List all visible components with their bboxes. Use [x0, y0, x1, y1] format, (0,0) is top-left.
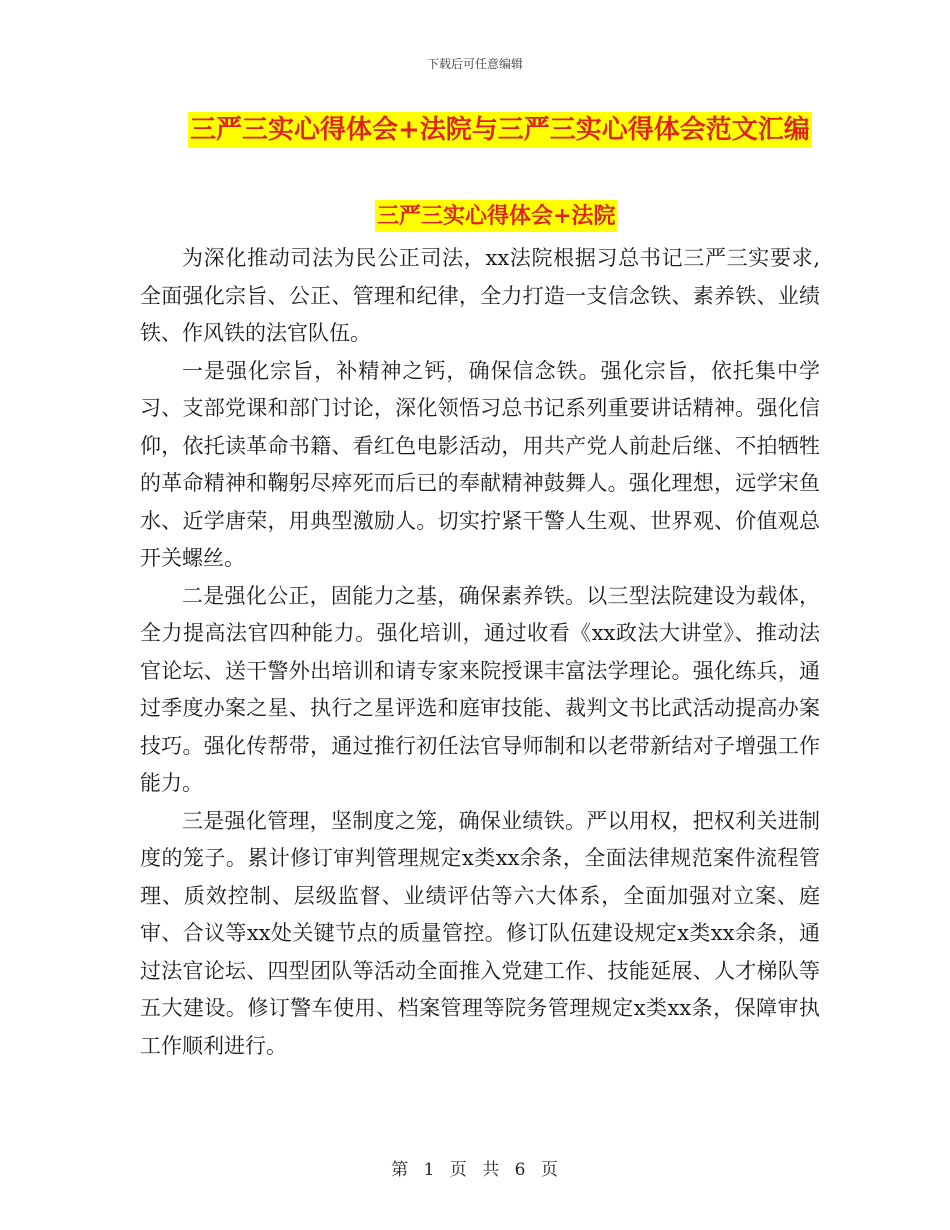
document-body	[140, 240, 820, 1065]
total-unit: 页	[540, 1160, 559, 1180]
header-note: 下载后可任意编辑	[426, 57, 523, 71]
total-label: 共	[482, 1160, 501, 1180]
paragraph-point-2: 二是强化公正，固能力之基，确保素养铁。以三型法院建设为载体，全力提高法官四种能力。强化培训，通过收看《xx政法大讲堂》、推动法官论坛、送干警外出培训和请专家来院授课丰富法学理论。强化练兵，通过季度办案之星、执行之星评选和庭审技能、裁判文书比武活动提高办案技巧。强化传帮带，通过推行初任法官导师制和以老带新结对子增强工作能力。	[140, 583, 820, 795]
document-title: 三严三实心得体会+法院与三严三实心得体会范文汇编	[188, 112, 812, 148]
paragraph-point-1: 一是强化宗旨，补精神之钙，确保信念铁。强化宗旨，依托集中学习、支部党课和部门讨论，深化领悟习总书记系列重要讲话精神。强化信仰，依托读革命书籍、看红色电影活动，用共产党人前赴后继、不拍牺牲的革命精神和鞠躬尽瘁死而后已的奉献精神鼓舞人。强化理想，远学宋鱼水、近学唐荣，用典型激励人。切实拧紧干警人生观、世界观、价值观总开关螺丝。	[140, 358, 820, 570]
paragraph-point-3: 三是强化管理，坚制度之笼，确保业绩铁。严以用权，把权利关进制度的笼子。累计修订审判管理规定x类xx余条，全面法律规范案件流程管理、质效控制、层级监督、业绩评估等六大体系，全面加强对立案、庭审、合议等xx处关键节点的质量管控。修订队伍建设规定x类xx余条，通过法官论坛、四型团队等活动全面推入党建工作、技能延展、人才梯队等五大建设。修订警车使用、档案管理等院务管理规定x类xx条，保障审执工作顺利进行。	[140, 808, 820, 1058]
paragraph-intro: 为深化推动司法为民公正司法，xx法院根据习总书记三严三实要求,全面强化宗旨、公正、管理和纪律，全力打造一支信念铁、素养铁、业绩铁、作风铁的法官队伍。	[140, 246, 820, 345]
total-pages: 6	[514, 1160, 527, 1180]
page-unit: 页	[449, 1160, 468, 1180]
section-title: 三严三实心得体会+法院	[375, 200, 617, 232]
page-footer	[0, 1155, 950, 1180]
page-number: 1	[423, 1160, 436, 1180]
page-label: 第	[391, 1160, 410, 1180]
